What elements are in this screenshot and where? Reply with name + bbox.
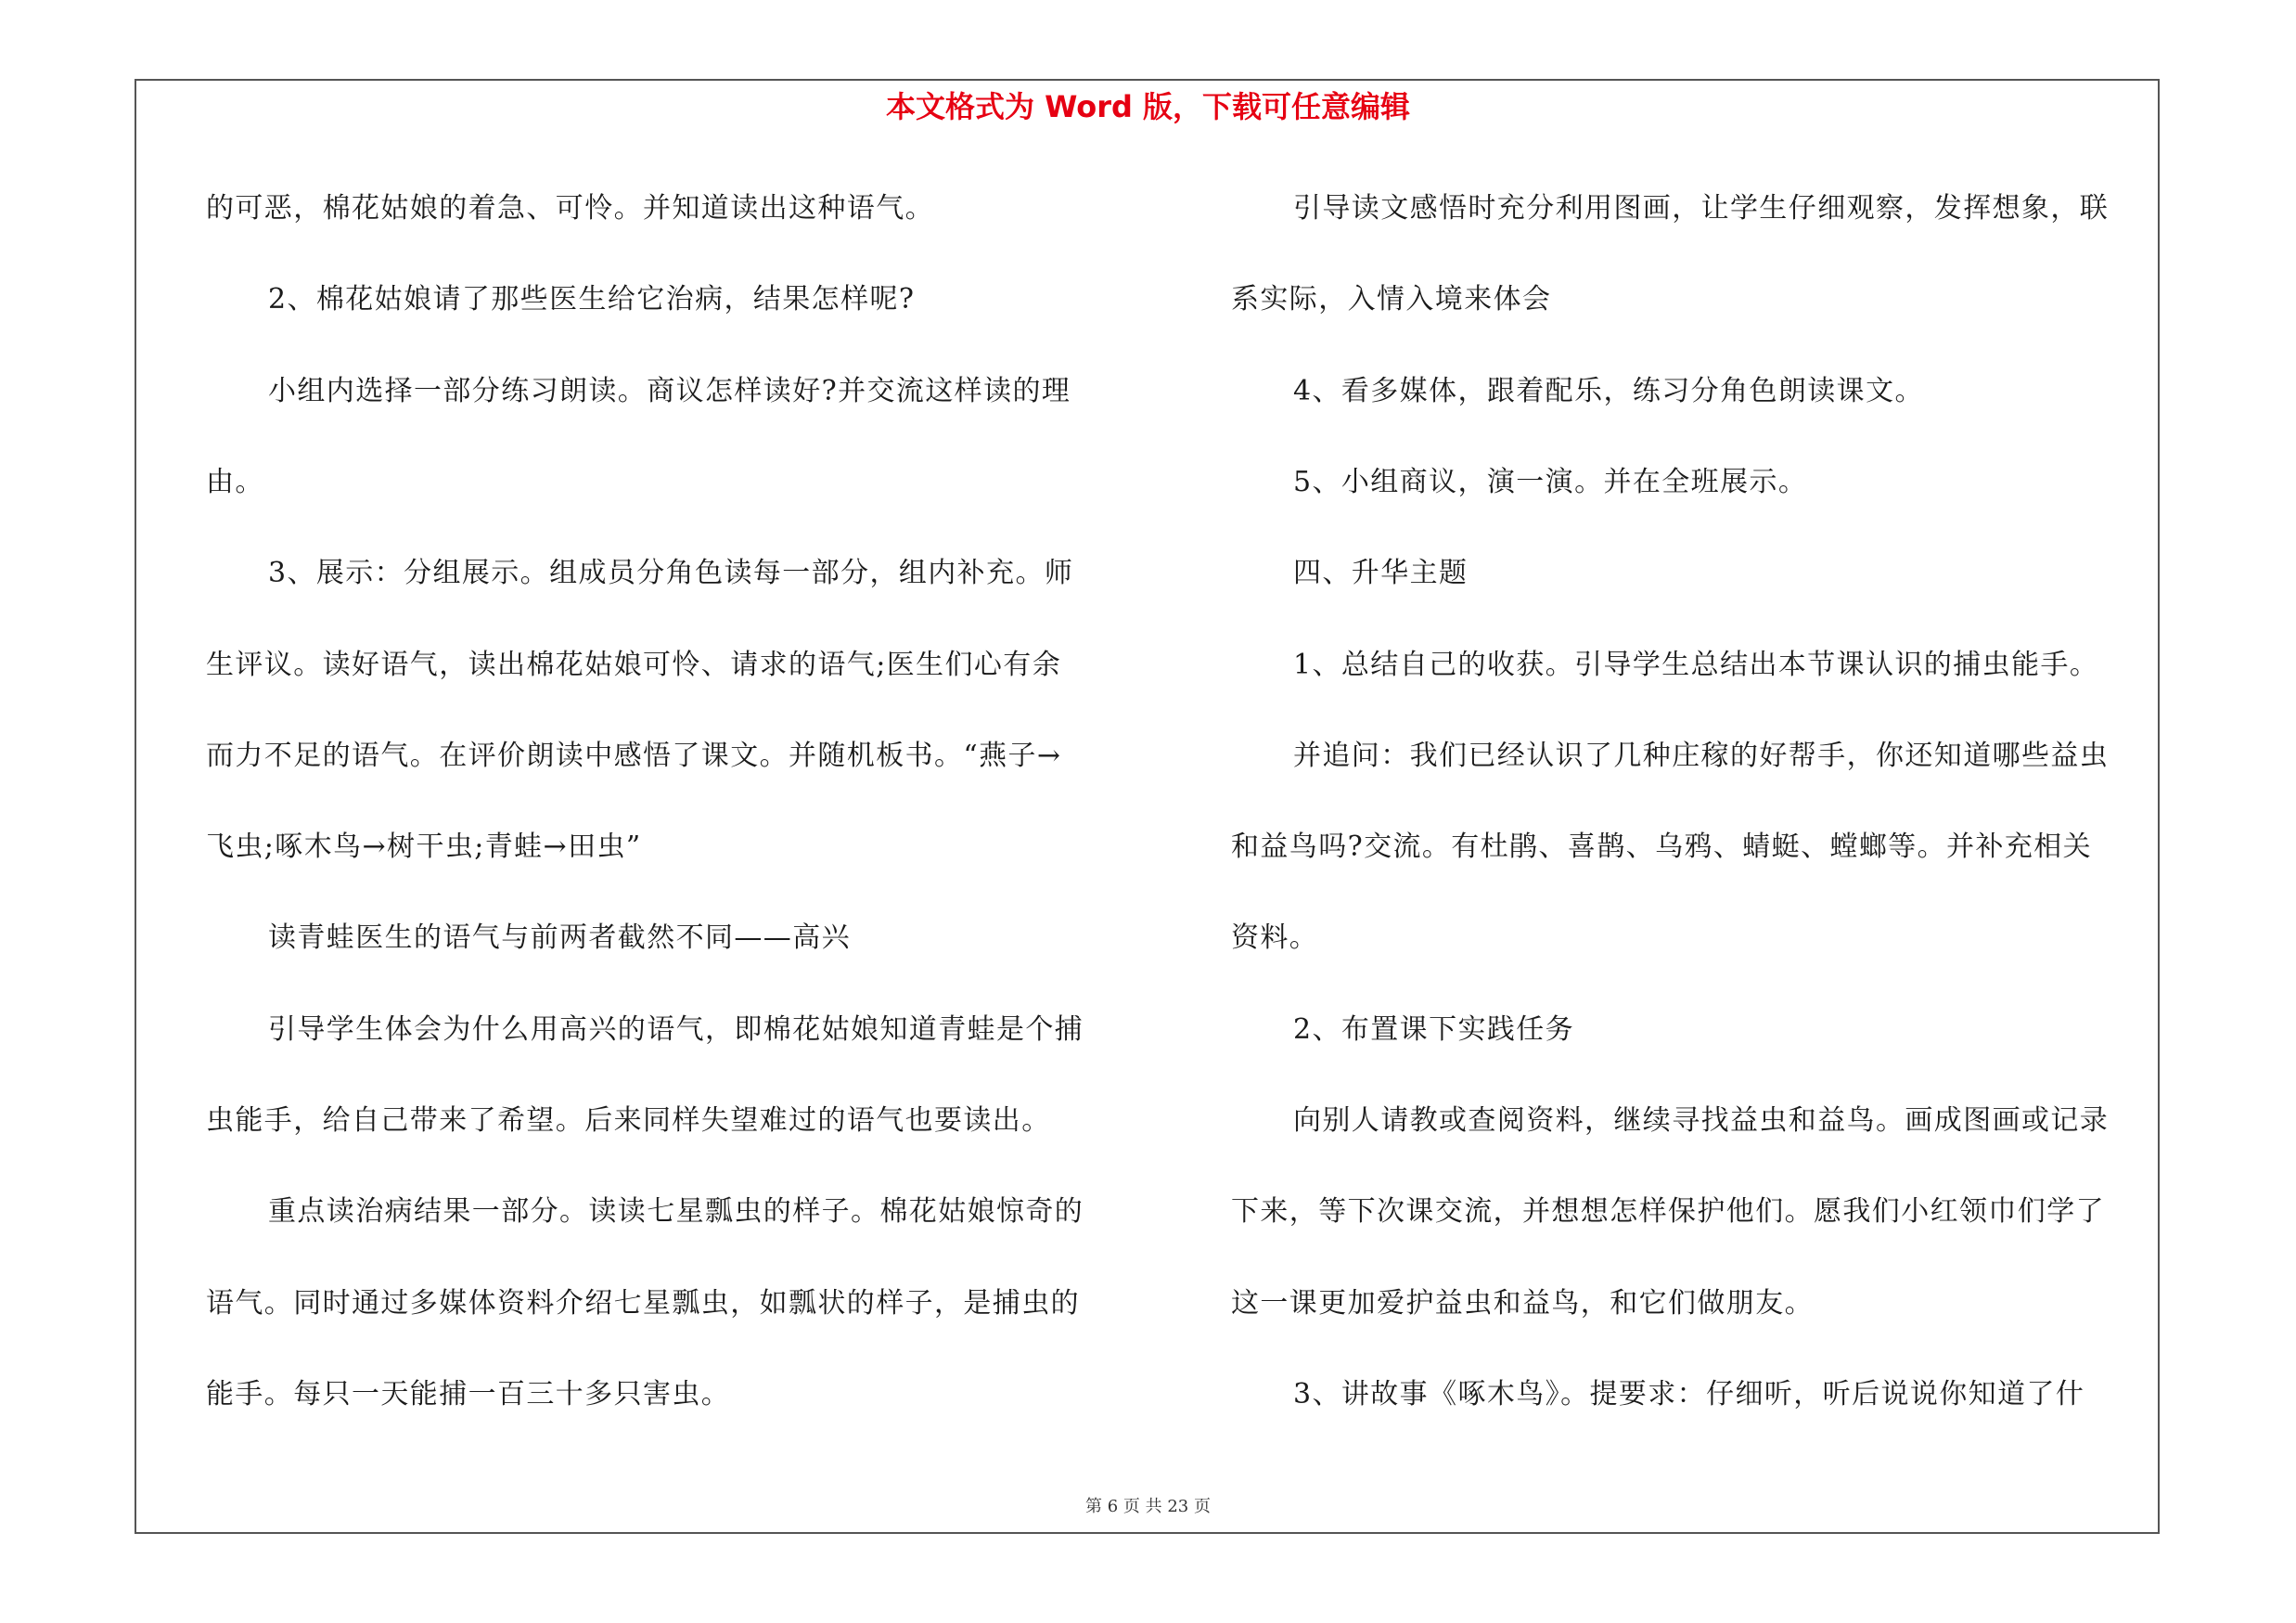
paragraph-line: 1、总结自己的收获。引导学生总结出本节课认识的捕虫能手。 [1293, 648, 2099, 681]
paragraph-line: 下来，等下次课交流，并想想怎样保护他们。愿我们小红领巾们学了 [1231, 1195, 2105, 1229]
paragraph-line: 由。 [206, 465, 264, 498]
paragraph-line: 能手。每只一天能捕一百三十多只害虫。 [206, 1377, 731, 1410]
paragraph-line: 资料。 [1231, 921, 1319, 955]
paragraph-line: 四、升华主题 [1293, 557, 1469, 590]
paragraph-line: 2、棉花姑娘请了那些医生给它治病，结果怎样呢? [268, 283, 916, 316]
paragraph-line: 读青蛙医生的语气与前两者截然不同——高兴 [268, 921, 851, 955]
paragraph-line: 而力不足的语气。在评价朗读中感悟了课文。并随机板书。“燕子→ [206, 739, 1062, 772]
paragraph-line: 和益鸟吗?交流。有杜鹃、喜鹊、乌鸦、蜻蜓、螳螂等。并补充相关 [1231, 831, 2093, 864]
paragraph-line: 3、展示：分组展示。组成员分角色读每一部分，组内补充。师 [268, 557, 1074, 590]
document-banner: 本文格式为 Word 版，下载可任意编辑 [885, 89, 1411, 124]
paragraph-line: 引导读文感悟时充分利用图画，让学生仔细观察，发挥想象，联 [1293, 192, 2110, 225]
paragraph-line: 系实际，入情入境来体会 [1231, 283, 1552, 316]
paragraph-line: 这一课更加爱护益虫和益鸟，和它们做朋友。 [1231, 1286, 1814, 1320]
page-number: 第 6 页 共 23 页 [1085, 1497, 1211, 1516]
paragraph-line: 并追问：我们已经认识了几种庄稼的好帮手，你还知道哪些益虫 [1293, 739, 2110, 772]
paragraph-line: 虫能手，给自己带来了希望。后来同样失望难过的语气也要读出。 [206, 1104, 1051, 1137]
paragraph-line: 引导学生体会为什么用高兴的语气，即棉花姑娘知道青蛙是个捕 [268, 1012, 1084, 1046]
paragraph-line: 5、小组商议，演一演。并在全班展示。 [1293, 465, 1808, 498]
paragraph-line: 2、布置课下实践任务 [1293, 1012, 1575, 1046]
paragraph-line: 向别人请教或查阅资料，继续寻找益虫和益鸟。画成图画或记录 [1293, 1104, 2110, 1137]
paragraph-line: 小组内选择一部分练习朗读。商议怎样读好?并交流这样读的理 [268, 374, 1071, 407]
paragraph-line: 重点读治病结果一部分。读读七星瓢虫的样子。棉花姑娘惊奇的 [268, 1195, 1084, 1229]
paragraph-line: 飞虫;啄木鸟→树干虫;青蛙→田虫” [206, 831, 642, 864]
paragraph-line: 4、看多媒体，跟着配乐，练习分角色朗读课文。 [1293, 374, 1924, 407]
paragraph-line: 语气。同时通过多媒体资料介绍七星瓢虫，如瓢状的样子，是捕虫的 [206, 1286, 1080, 1320]
paragraph-line: 3、讲故事《啄木鸟》。提要求：仔细听，听后说说你知道了什 [1293, 1377, 2085, 1410]
paragraph-line: 的可恶，棉花姑娘的着急、可怜。并知道读出这种语气。 [206, 192, 934, 225]
paragraph-line: 生评议。读好语气，读出棉花姑娘可怜、请求的语气;医生们心有余 [206, 648, 1062, 681]
